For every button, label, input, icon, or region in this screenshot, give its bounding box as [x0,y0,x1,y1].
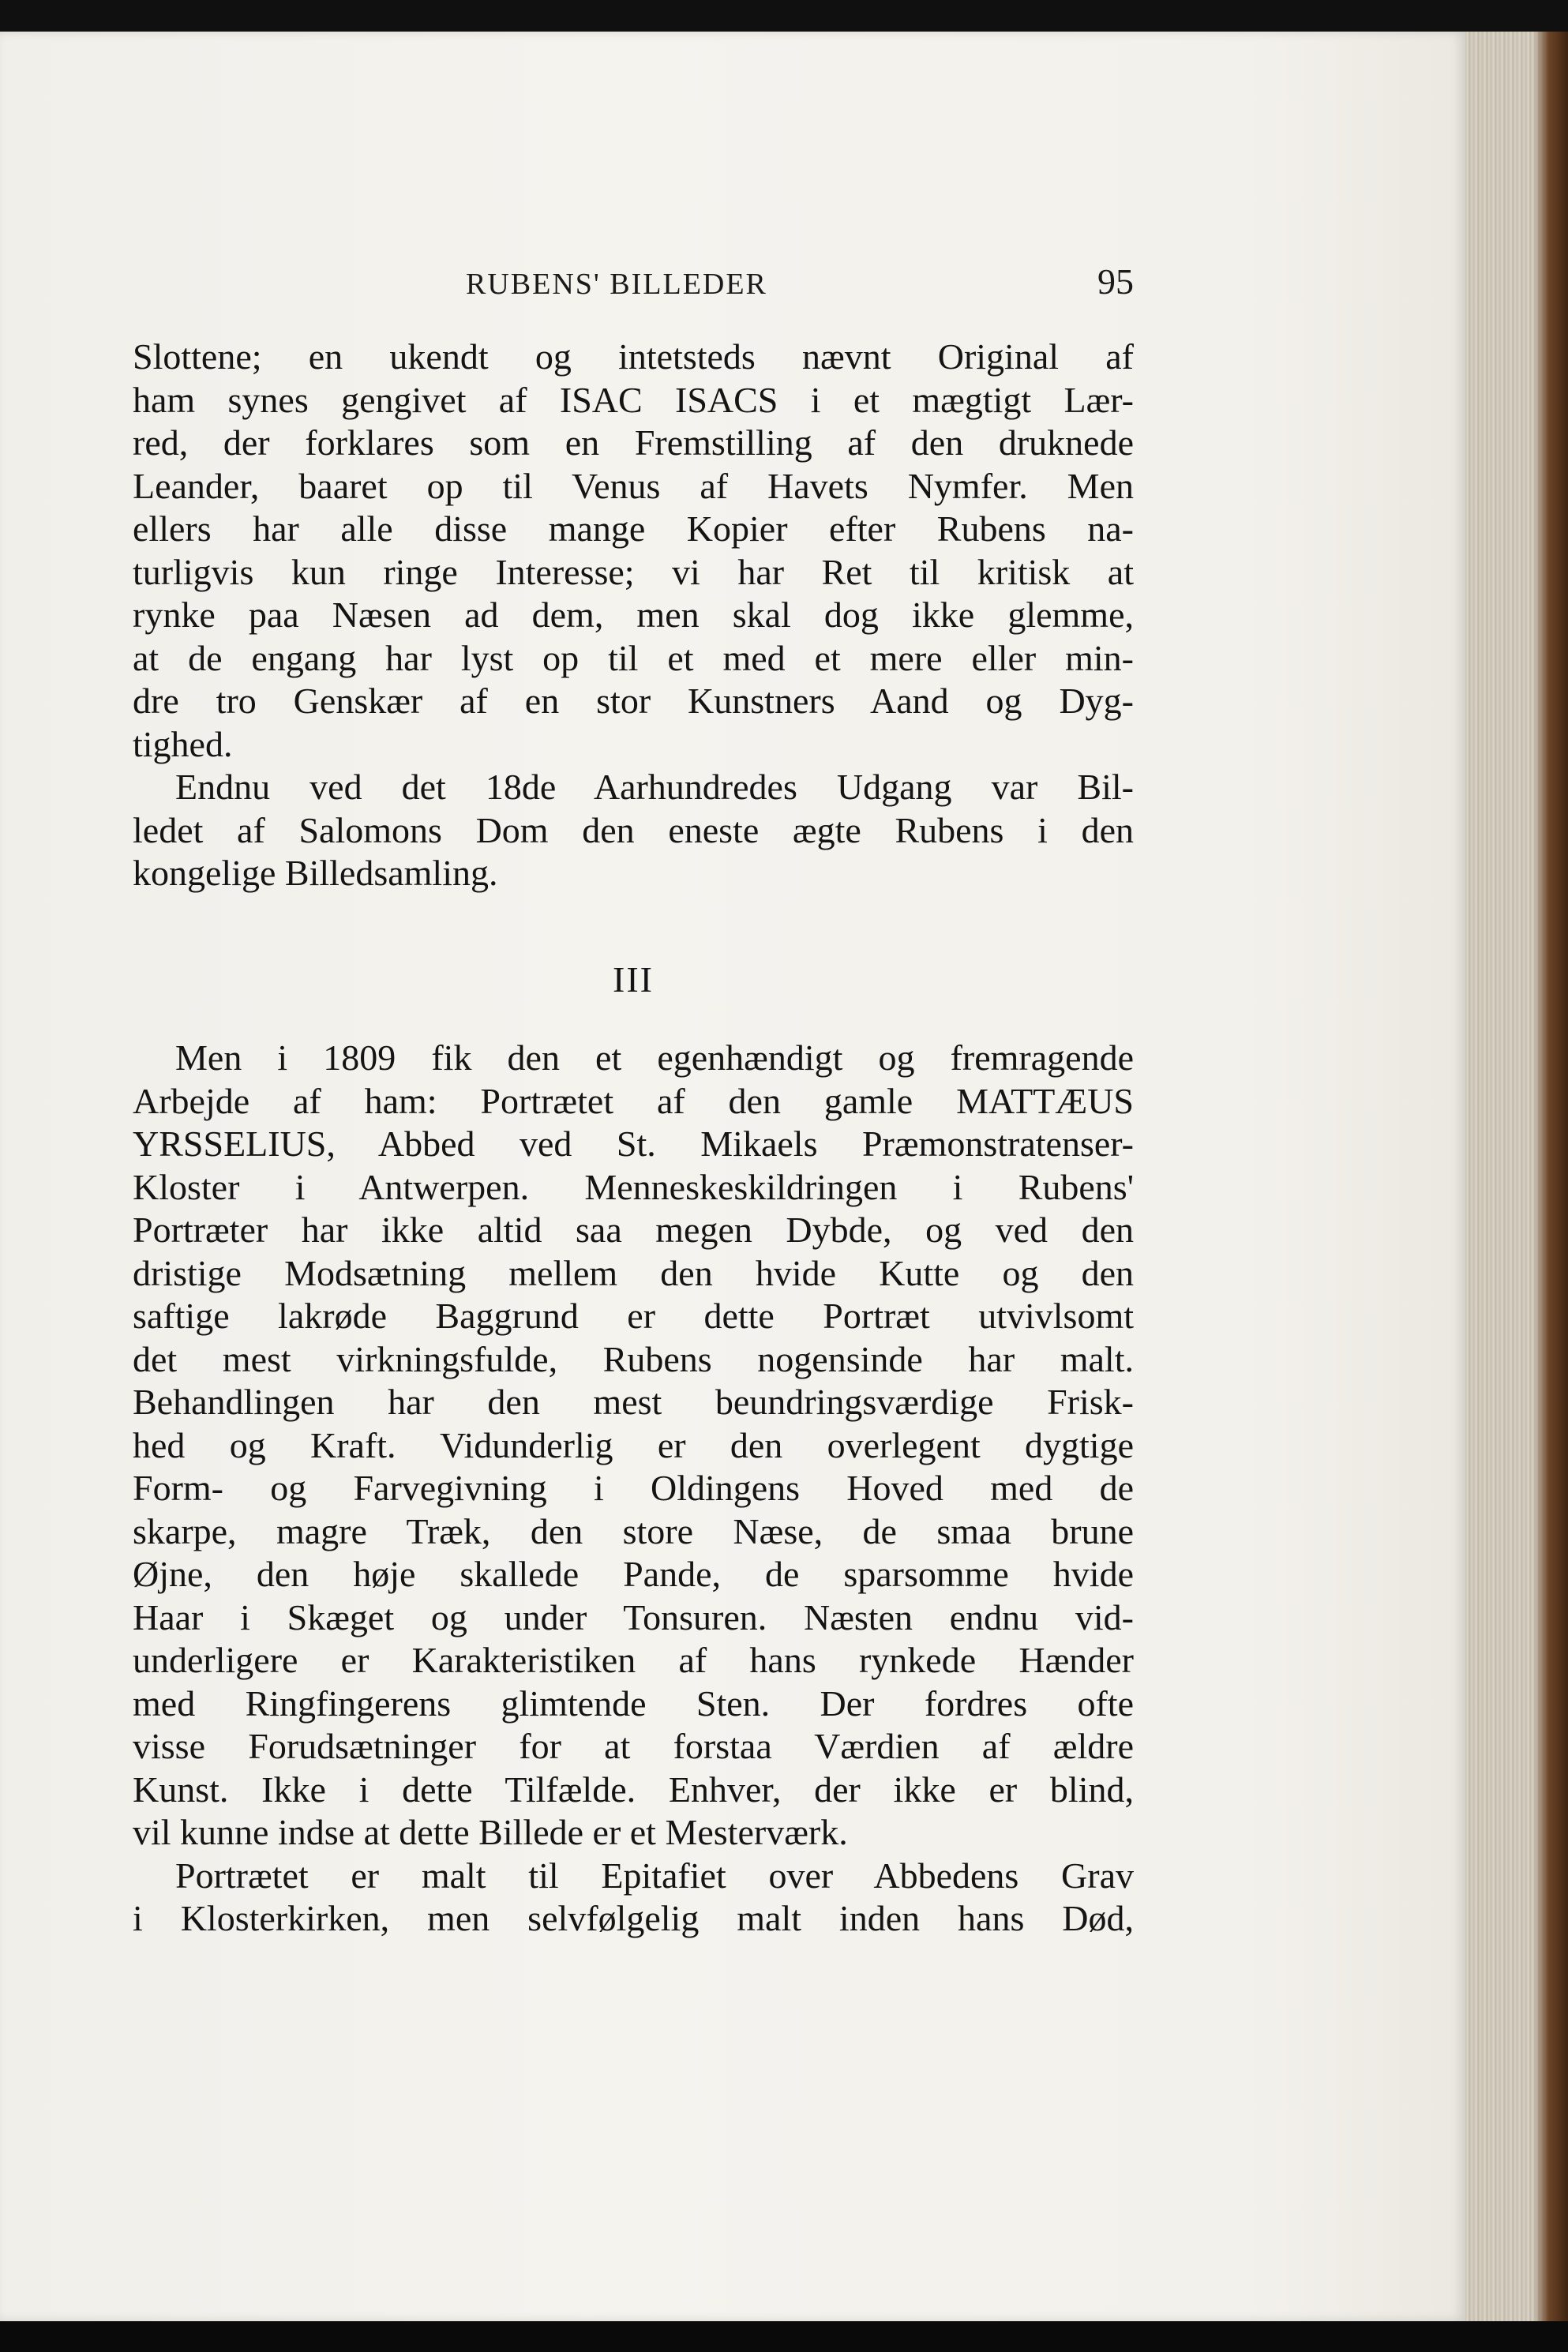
text-line: Leander, baaret op til Venus af Havets Nymfer. Men [133,465,1134,506]
text-line: Kloster i Antwerpen. Menneskeskildringen i Rubens' [133,1166,1134,1207]
text-line: turligvis kun ringe Interesse; vi har Ret til kritisk at [133,551,1134,592]
text-line: kongelige Billedsamling. [133,853,498,893]
text-line: Øjne, den høje skallede Pande, de sparsomme hvide [133,1554,1134,1594]
text-line: dre tro Genskær af en stor Kunstners Aand og Dyg- [133,681,1134,721]
scan-border-top [0,0,1568,32]
paragraph-continued [133,336,1134,766]
page-body [133,336,1134,1941]
section-heading: III [613,958,654,1000]
text-line: ham synes gengivet af ISAC ISACS i et mægtigt Lær- [133,379,1134,420]
text-line: Arbejde af ham: Portrætet af den gamle MATTÆUS [133,1080,1134,1121]
text-line: det mest virkningsfulde, Rubens nogensinde har malt. [133,1338,1134,1379]
text-line: ellers har alle disse mange Kopier efter Rubens na- [133,508,1134,549]
text-line: Portræter har ikke altid saa megen Dybde, og ved den [133,1210,1134,1250]
text-line: skarpe, magre Træk, den store Næse, de smaa brune [133,1510,1134,1551]
paragraph [133,766,1134,895]
text-line: hed og Kraft. Vidunderlig er den overlegent dygtige [133,1424,1134,1465]
text-line: at de engang har lyst op til et med et mere eller min- [133,637,1134,678]
text-line: red, der forklares som en Fremstilling af den druknede [133,422,1134,463]
text-line: dristige Modsætning mellem den hvide Kutte og den [133,1252,1134,1293]
text-line: vil kunne indse at dette Billede er et Mesterværk. [133,1812,848,1852]
paragraph [133,1855,1134,1941]
paragraph [133,1037,1134,1855]
text-line: Haar i Skæget og under Tonsuren. Næsten endnu vid- [133,1596,1134,1637]
text-line: Kunst. Ikke i dette Tilfælde. Enhver, der ikke er blind, [133,1769,1134,1810]
running-head [133,261,1134,316]
book-fore-edge [1465,32,1568,2321]
text-line: Men i 1809 fik den et egenhændigt og fremragende [175,1037,1134,1078]
text-line: Form- og Farvegivning i Oldingens Hoved med de [133,1468,1134,1508]
text-line: underligere er Karakteristiken af hans rynkede Hænder [133,1640,1134,1680]
text-line: Endnu ved det 18de Aarhundredes Udgang var Bil- [175,767,1134,807]
text-line: Slottene; en ukendt og intetsteds nævnt Original af [133,336,1134,377]
text-line: tighed. [133,723,233,764]
text-line: Behandlingen har den mest beundringsværdige Frisk- [133,1382,1134,1422]
text-line: visse Forudsætninger for at forstaa Værdien af ældre [133,1726,1134,1766]
text-line: Portrætet er malt til Epitafiet over Abbedens Grav [175,1855,1134,1896]
running-title: RUBENS' BILLEDER [466,268,767,301]
page-number: 95 [1097,261,1134,302]
scan-border-bottom [0,2321,1568,2352]
text-line: i Klosterkirken, men selvfølgelig malt inden hans Død, [133,1898,1134,1938]
text-line: med Ringfingerens glimtende Sten. Der fordres ofte [133,1682,1134,1724]
text-line: saftige lakrøde Baggrund er dette Portræt utvivlsomt [133,1296,1134,1336]
text-line: rynke paa Næsen ad dem, men skal dog ikke glemme, [133,595,1134,635]
text-line: YRSSELIUS, Abbed ved St. Mikaels Præmonstratenser- [133,1123,1134,1164]
text-line: ledet af Salomons Dom den eneste ægte Rubens i den [133,809,1134,850]
